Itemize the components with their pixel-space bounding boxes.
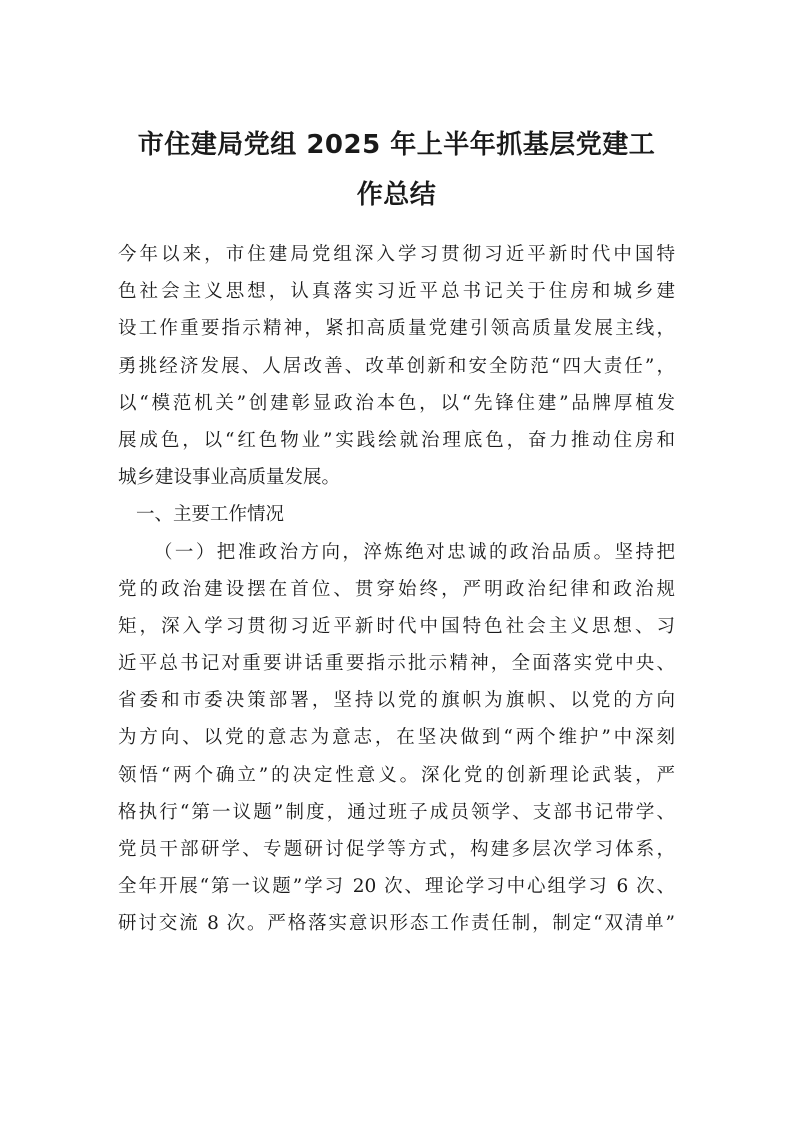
body-line: 格执行“第一议题”制度，通过班子成员领学、支部书记带学、 bbox=[118, 801, 675, 823]
title-line-1: 市住建局党组 2025 年上半年抓基层党建工 bbox=[137, 130, 656, 160]
body-line: 全年开展“第一议题”学习 20 次、理论学习中心组学习 6 次、 bbox=[118, 876, 675, 898]
body-line: 研讨交流 8 次。严格落实意识形态工作责任制，制定“双清单” bbox=[118, 913, 675, 935]
body-line: 展成色，以“红色物业”实践绘就治理底色，奋力推动住房和 bbox=[118, 429, 675, 451]
body-line: 领悟“两个确立”的决定性意义。深化党的创新理论武装，严 bbox=[118, 764, 675, 786]
body-line: 勇挑经济发展、人居改善、改革创新和安全防范“四大责任”， bbox=[118, 355, 675, 377]
body-line: 色社会主义思想，认真落实习近平总书记关于住房和城乡建 bbox=[118, 281, 675, 303]
section-heading: 一、主要工作情况 bbox=[136, 504, 285, 526]
body-line: 以“模范机关”创建彰显政治本色，以“先锋住建”品牌厚植发 bbox=[118, 392, 675, 414]
body-line: 城乡建设事业高质量发展。 bbox=[118, 467, 341, 489]
body-line: 今年以来，市住建局党组深入学习贯彻习近平新时代中国特 bbox=[118, 244, 675, 265]
body-line: 党员干部研学、专题研讨促学等方式，构建多层次学习体系， bbox=[118, 839, 675, 860]
body-line: 近平总书记对重要讲话重要指示批示精神，全面落实党中央、 bbox=[118, 653, 675, 675]
document-title bbox=[118, 120, 675, 220]
title-line-2: 作总结 bbox=[356, 180, 437, 210]
body-line: 省委和市委决策部署，坚持以党的旗帜为旗帜、以党的方向 bbox=[118, 690, 675, 712]
body-line: 为方向、以党的意志为意志，在坚决做到“两个维护”中深刻 bbox=[118, 727, 675, 749]
body-line: 矩，深入学习贯彻习近平新时代中国特色社会主义思想、习 bbox=[118, 615, 675, 637]
body-line: （一）把准政治方向，淬炼绝对忠诚的政治品质。坚持把 bbox=[154, 541, 675, 563]
body-line: 党的政治建设摆在首位、贯穿始终，严明政治纪律和政治规 bbox=[118, 578, 675, 600]
body-line: 设工作重要指示精神，紧扣高质量党建引领高质量发展主线， bbox=[118, 318, 675, 340]
document-body bbox=[118, 236, 675, 943]
